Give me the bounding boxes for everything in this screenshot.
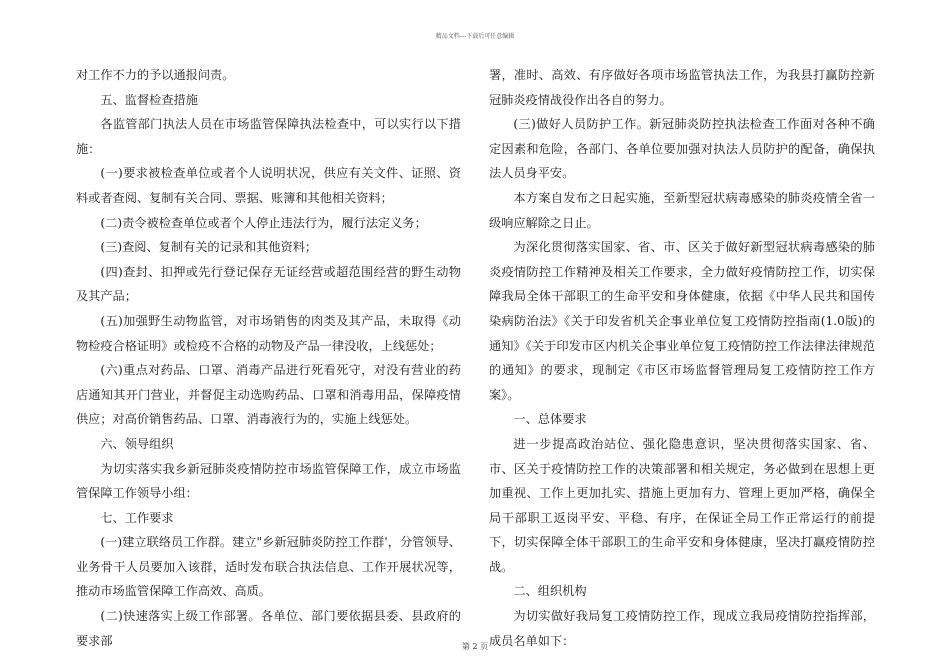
- left-column: [76, 63, 461, 653]
- page-number: 第 2 页: [461, 642, 489, 651]
- paragraph: (三)做好人员防护工作。新冠肺炎防控执法检查工作面对各种不确定因素和危险，各部门、各单位要加强对执法人员防护的配备，确保执法人员身平安。: [489, 117, 875, 181]
- paragraph: 一、总体要求: [513, 412, 587, 427]
- paragraph: (二)责令被检查单位或者个人停止违法行为，履行法定义务；: [100, 215, 427, 230]
- paragraph: 本方案自发布之日起实施，至新型冠状病毒感染的肺炎疫情全省一级响应解除之日止。: [489, 190, 875, 230]
- paragraph: (六)重点对药品、口罩、消毒产品进行死看死守，对没有营业的药店通知其开门营业，并督促主动选购药品、口罩和消毒用品，保障疫情供应；对高价销售药品、口罩、消毒液行为的，实施上线惩处。: [76, 363, 461, 427]
- paragraph: 为切实落实我乡新冠肺炎疫情防控市场监管保障工作，成立市场监管保障工作领导小组：: [76, 461, 461, 501]
- paragraph: (三)查阅、复制有关的记录和其他资料；: [100, 240, 318, 255]
- paragraph: 各监管部门执法人员在市场监管保障执法检查中，可以实行以下措施：: [76, 117, 461, 156]
- paragraph: (四)查封、扣押或先行登记保存无证经营或超范围经营的野生动物及其产品；: [76, 264, 461, 304]
- paragraph: 七、工作要求: [100, 510, 174, 525]
- paragraph: (一)建立联络员工作群。建立"乡新冠肺炎防控工作群'，分管领导、业务骨干人员要加入该群，适时发布联合执法信息、工作开展状况等，推动市场监管保障工作高效、高质。: [76, 535, 461, 599]
- paragraph: 为切实做好我局复工疫情防控工作，现成立我局疫情防控指挥部，成员名单如下：: [489, 609, 875, 648]
- paragraph: (二)快速落实上级工作部署。各单位、部门要依据县委、县政府的要求部: [76, 609, 461, 648]
- paragraph: 为深化贯彻落实国家、省、市、区关于做好新型冠状病毒感染的肺炎疫情防控工作精神及相关工作要求，全力做好疫情防控工作，切实保障我局全体干部职工的生命平安和身体健康，依据《中华人民共和国传染病防治法》《关于印发省机关企事业单位复工疫情防控指南(1.0版)的通知》《关于印发市区内机关企事业单位复工疫情防控工作法律法律规范的通知》的要求，现制定《市区市场监督管理局复工疫情防控工作方案》。: [489, 240, 875, 402]
- paragraph: (一)要求被检查单位或者个人说明状况，供应有关文件、证照、资料或者查阅、复制有关合同、票据、账簿和其他相关资料；: [76, 166, 461, 205]
- paragraph: 二、组织机构: [513, 584, 587, 599]
- paragraph: 进一步提高政治站位、强化隐患意识，坚决贯彻落实国家、省、市、区关于疫情防控工作的决策部署和相关规定，务必做到在思想上更加重视、工作上更加扎实、措施上更加有力、管理上更加严格，确保全局干部职工返岗平安、平稳、有序，在保证全局工作正常运行的前提下，切实保障全体干部职工的生命平安和身体健康，坚决打赢疫情防控战。: [489, 436, 875, 574]
- paragraph: 六、领导组织: [100, 436, 174, 451]
- paragraph: 对工作不力的予以通报问责。: [76, 68, 235, 82]
- paragraph: (五)加强野生动物监管，对市场销售的肉类及其产品，未取得《动物检疫合格证明》或检疫不合格的动物及产品一律没收，上线惩处；: [76, 313, 461, 353]
- right-column: [489, 63, 875, 653]
- page-header: 精品文档---下载后可任意编辑: [435, 33, 515, 40]
- paragraph: 五、监督检查措施: [100, 92, 198, 107]
- paragraph: 署，准时、高效、有序做好各项市场监管执法工作，为我县打赢防控新冠肺炎疫情战役作出各自的努力。: [489, 68, 875, 107]
